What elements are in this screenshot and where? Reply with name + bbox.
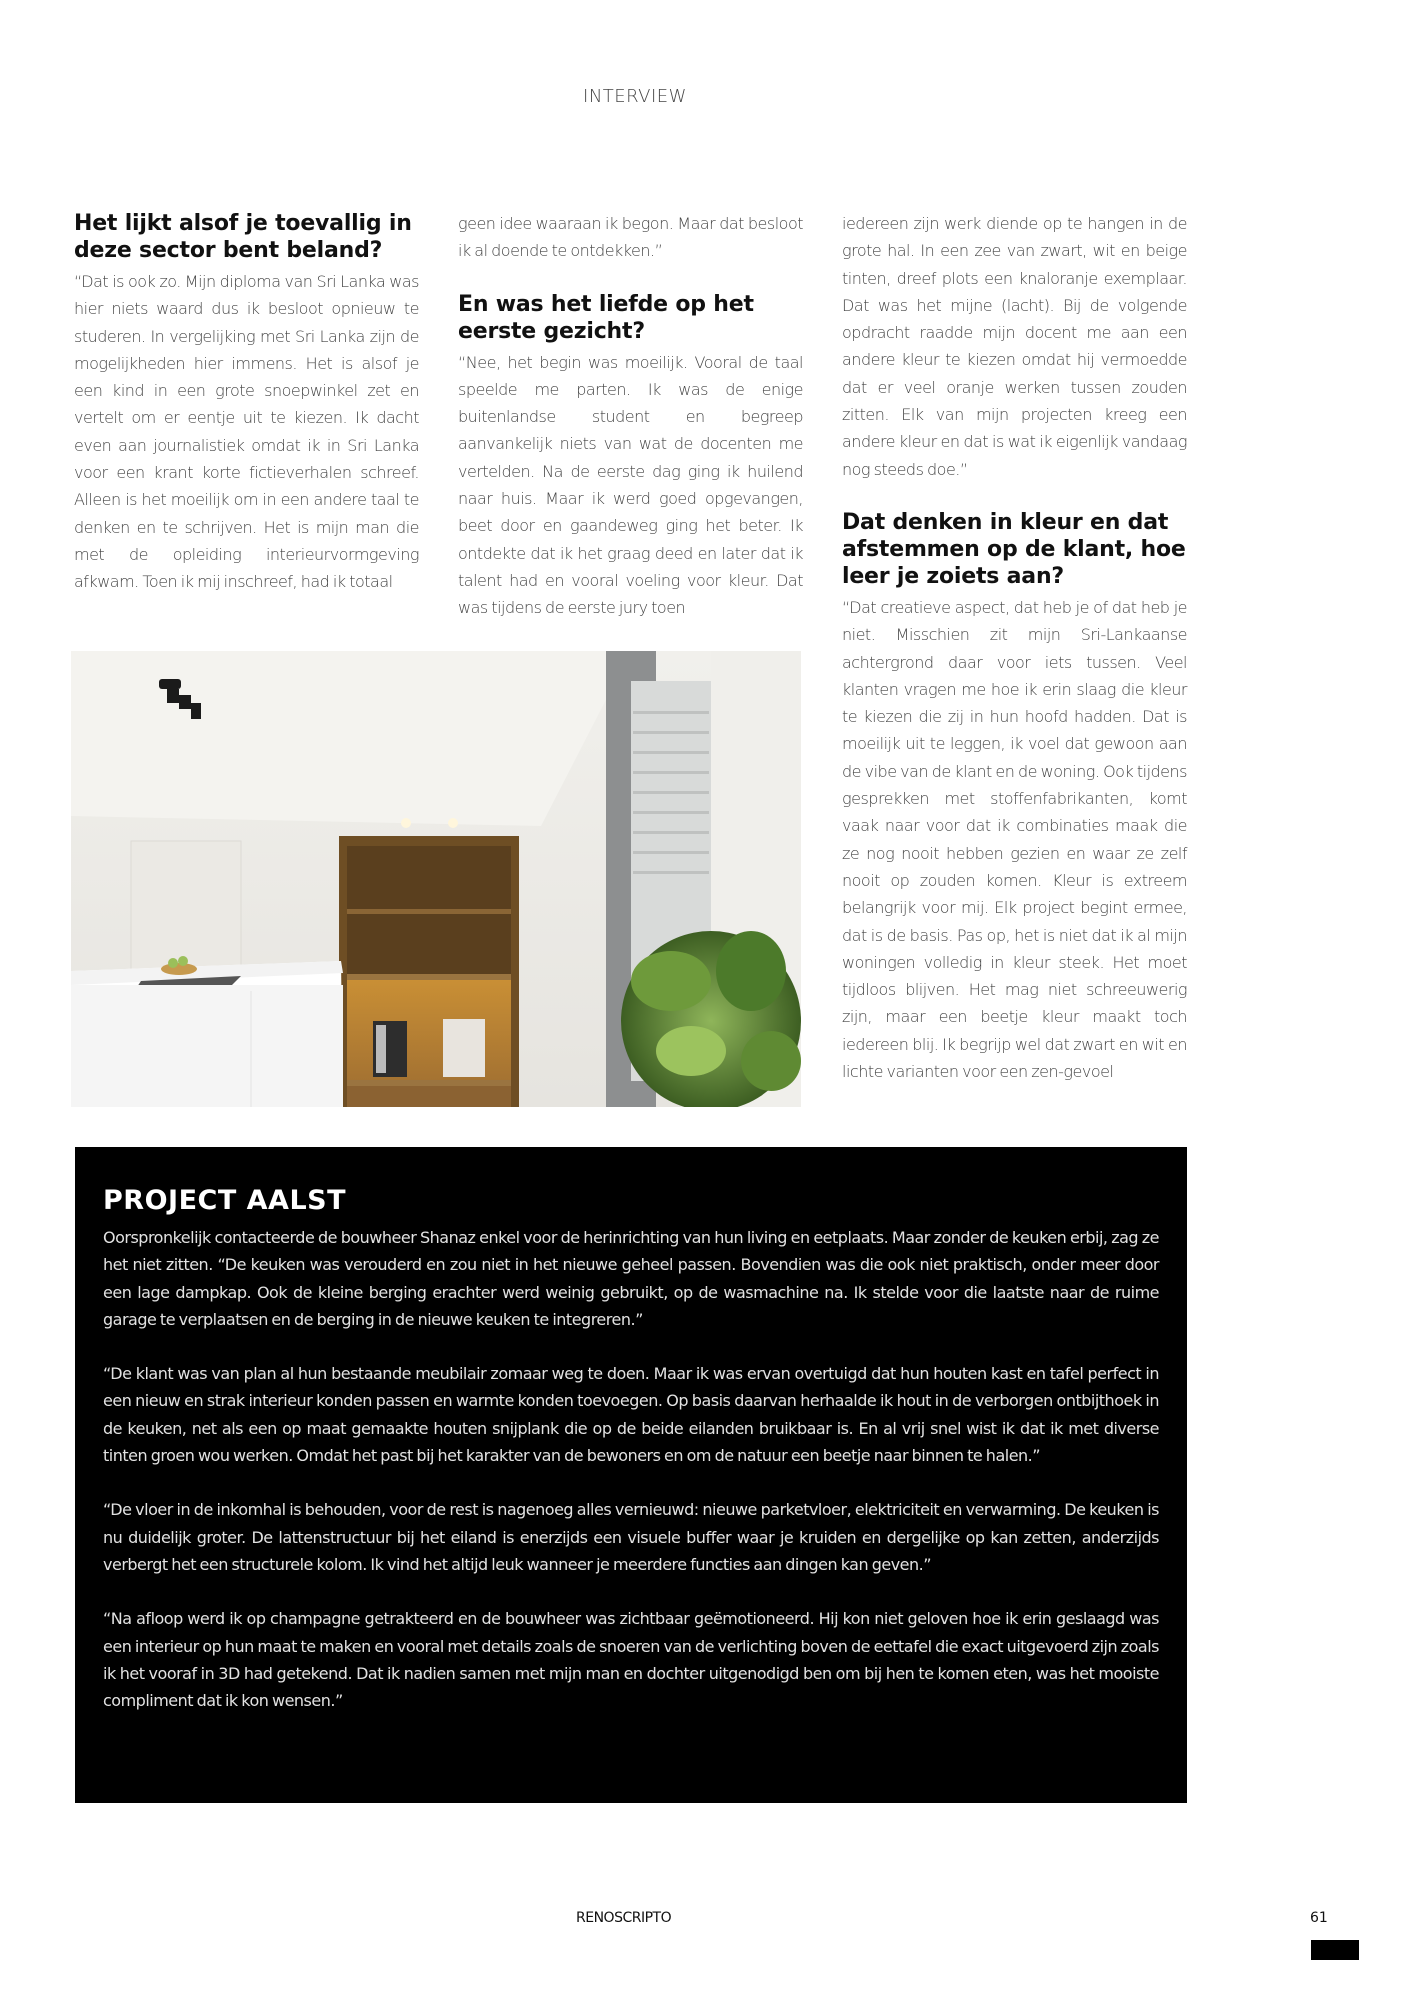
interview-answer-continued: geen idee waaraan ik begon. Maar dat besloot ik al doende te ontdekken.” [458,214,803,261]
page-marker-block [1311,1940,1359,1960]
interview-answer-continued: iedereen zijn werk diende op te hangen in de grote hal. In een zee van zwart, wit en beige tinten, dreef plots een knaloranje exemplaar. Dat was het mijne (lacht). Bij de volgende opdracht raadde mijn docent me aan een andere kleur te kiezen omdat hij vermoedde dat er veel oranje werken tussen zouden zitten. Elk van mijn projecten kreeg een andere kleur en dat is wat ik eigenlijk vandaag nog steeds doe.” [842,214,1187,479]
article-column-1 [74,210,419,596]
article-column-2 [458,210,803,622]
page-number: 61 [1310,1910,1328,1926]
sidebar-box-paragraph: “De vloer in de inkomhal is behouden, voor de rest is nagenoeg alles vernieuwd: nieuwe parketvloer, elektriciteit en verwarming. De keuken is nu duidelijk groter. De lattenstructuur bij het eiland is enerzijds een visuele buffer waar je kruiden en dergelijke op kan zetten, anderzijds verbergt het een structurele kolom. Ik vind het altijd leuk wanneer je meerdere functies aan dingen kan geven.” [103,1500,1159,1574]
sidebar-box-paragraph: “Na afloop werd ik op champagne getrakteerd en de bouwheer was zichtbaar geëmotioneerd. Hij kon niet geloven hoe ik erin geslaagd was een interieur op hun maat te maken en vooral met details zoals de snoeren van de verlichting boven de eettafel die exact uitgevoerd zijn zoals ik het vooraf in 3D had getekend. Dat ik nadien samen met mijn man en dochter uitgenodigd ben om bij hen te komen eten, was het mooiste compliment dat ik kon wensen.” [103,1609,1159,1711]
article-column-3 [842,210,1187,1085]
interview-question: Dat denken in kleur en dat afstemmen op de klant, hoe leer je zoiets aan? [842,509,1186,589]
interview-answer: “Dat is ook zo. Mijn diploma van Sri Lanka was hier niets waard dus ik besloot opnieuw te studeren. In vergelijking met Sri Lanka zijn de mogelijkheden hier immens. Het is alsof je een kind in een grote snoepwinkel zet en vertelt om er eentje uit te kiezen. Ik dacht even aan journalistiek omdat ik in Sri Lanka voor een krant korte fictieverhalen schreef. Alleen is het moeilijk om in een andere taal te denken en te schrijven. Het is mijn man die met de opleiding interieurvormgeving afkwam. Toen ik mij inschreef, had ik totaal [74,272,419,592]
sidebar-box-paragraph: Oorspronkelijk contacteerde de bouwheer Shanaz enkel voor de herinrichting van hun living en eetplaats. Maar zonder de keuken erbij, zag ze het niet zitten. “De keuken was verouderd en zou niet in het nieuwe geheel passen. Bovendien was die ook niet praktisch, onder meer door een lage dampkap. Ook de kleine berging erachter werd weinig gebruikt, op de wasmachine na. Ik stelde voor die laatste naar de ruime garage te verplaatsen en de berging in de nieuwe keuken te integreren.” [103,1228,1159,1329]
interview-answer: “Dat creatieve aspect, dat heb je of dat heb je niet. Misschien zit mijn Sri-Lankaanse achtergrond daar voor iets tussen. Veel klanten vragen me hoe ik erin slaag die kleur te kiezen die zij in hun hoofd hadden. Dat is moeilijk uit te leggen, ik voel dat gewoon aan de vibe van de klant en de woning. Ook tijdens gesprekken met stoffenfabrikanten, komt vaak naar voor dat ik combinaties maak die ze nog nooit hebben gezien en waar ze zelf nooit op zouden komen. Kleur is extreem belangrijk voor mij. Elk project begint ermee, dat is de basis. Pas op, het is niet dat ik al mijn woningen volledig in kleur steek. Het moet tijdloos blijven. Het mag niet schreeuwerig zijn, maar een beetje kleur maakt toch iedereen blij. Ik begrijp wel dat zwart en wit en lichte varianten voor een zen-gevoel [842,597,1187,1082]
sidebar-box-title: PROJECT AALST [103,1185,347,1216]
project-sidebar-box [75,1147,1187,1803]
interview-question: En was het liefde op het eerste gezicht? [458,291,754,344]
kitchen-interior-photo [71,651,801,1107]
footer-brand: RENOSCRIPTO [576,1910,672,1926]
interview-answer: “Nee, het begin was moeilijk. Vooral de taal speelde me parten. Ik was de enige buitenlandse student en begreep aanvankelijk niets van wat de docenten me vertelden. Na de eerste dag ging ik huilend naar huis. Maar ik werd goed opgevangen, beet door en gaandeweg ging het beter. Ik ontdekte dat ik het graag deed en later dat ik talent had en vooral voeling voor kleur. Dat was tijdens de eerste jury toen [458,352,803,618]
sidebar-box-paragraph: “De klant was van plan al hun bestaande meubilair zomaar weg te doen. Maar ik was ervan overtuigd dat hun houten kast en tafel perfect in een nieuw en strak interieur konden passen en warmte konden toevoegen. Op basis daarvan herhaalde ik hout in de verborgen ontbijthoek in de keuken, net als een op maat gemaakte houten snijplank die op de beide eilanden bruikbaar is. En al vrij snel wist ik dat ik met diverse tinten groen wou werken. Omdat het past bij het karakter van de bewoners en om de natuur een beetje naar binnen te halen.” [103,1364,1159,1466]
interview-question: Het lijkt alsof je toevallig in deze sector bent beland? [74,211,412,263]
section-label: INTERVIEW [583,86,687,107]
